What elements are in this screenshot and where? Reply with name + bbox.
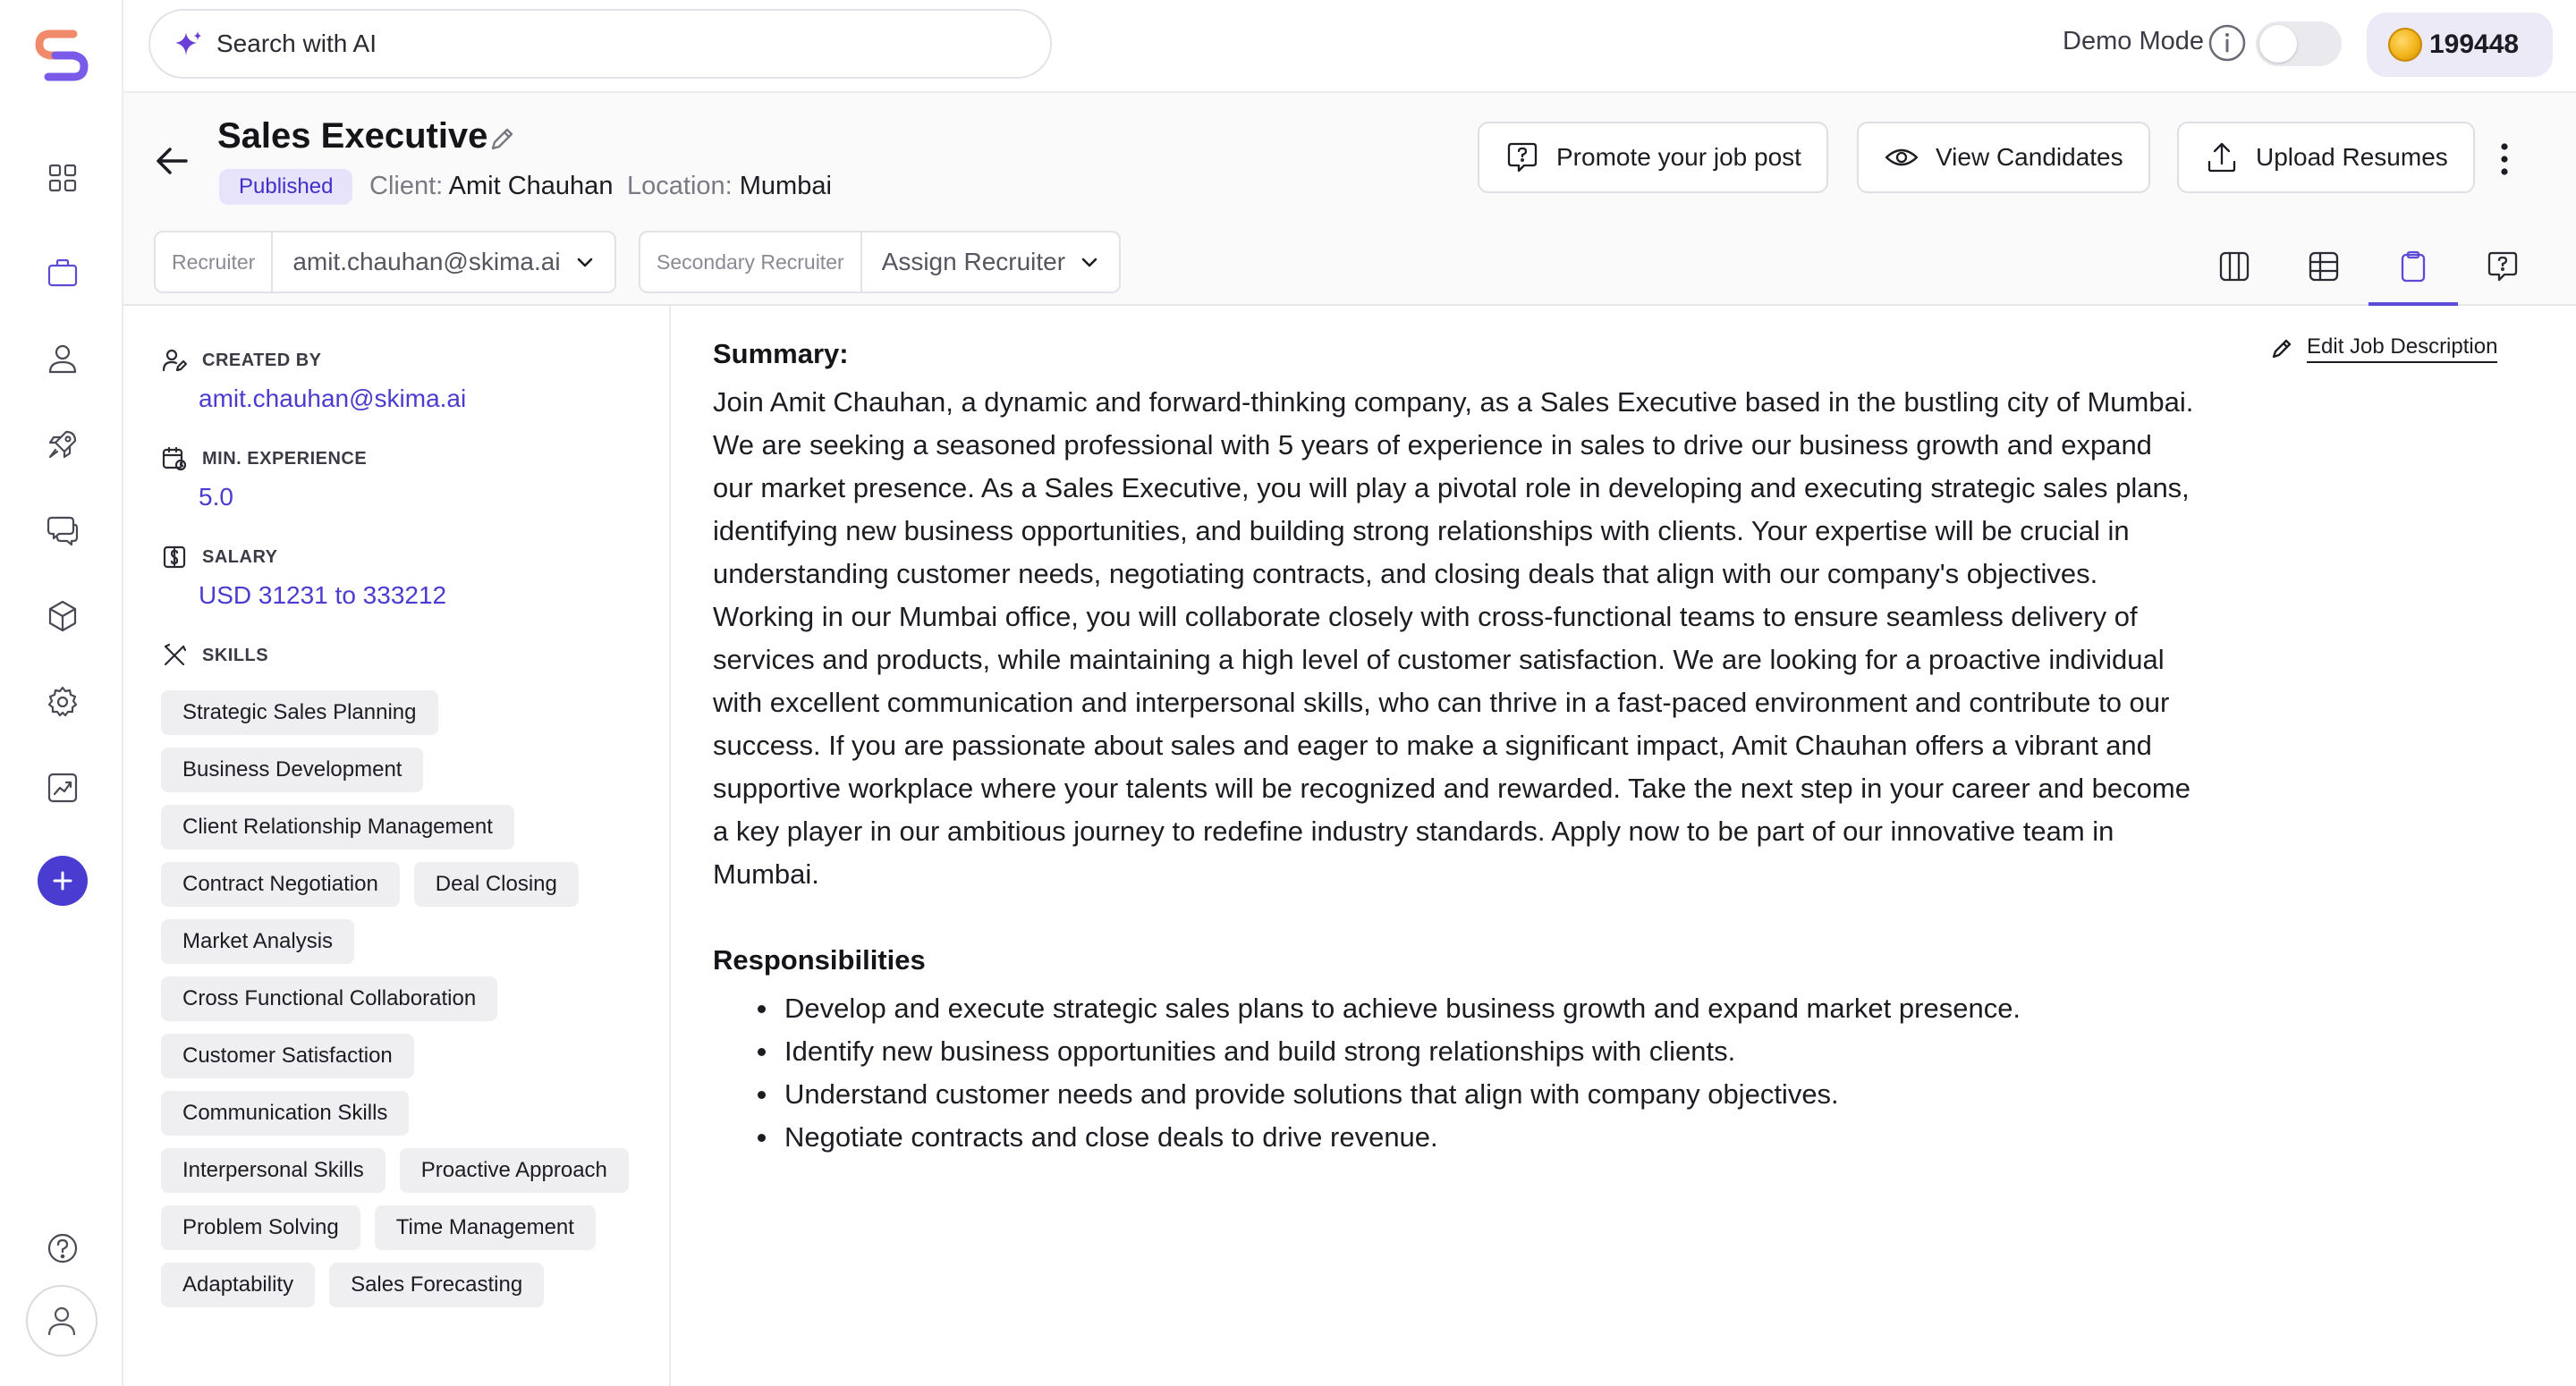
table-icon (2306, 249, 2342, 284)
demo-mode-label: Demo Mode (2063, 27, 2204, 55)
nav-campaigns[interactable] (33, 415, 92, 474)
user-icon (45, 341, 80, 376)
profile-avatar[interactable] (26, 1285, 97, 1356)
edit-title-pencil-icon[interactable] (486, 123, 518, 156)
recruiter-dropdown[interactable] (273, 232, 614, 292)
nav-dashboard[interactable] (33, 148, 92, 207)
edit-job-description-label: Edit Job Description (2307, 334, 2497, 363)
tab-questions[interactable] (2458, 231, 2547, 302)
experience-heading (161, 445, 367, 472)
skills-heading (161, 642, 268, 669)
client-label: Client: (369, 172, 444, 200)
help-button[interactable] (33, 1219, 92, 1278)
nav-analytics[interactable] (33, 758, 92, 817)
salary-label: SALARY (202, 546, 278, 567)
salary-value: USD 31231 to 333212 (199, 581, 447, 609)
recruiter-selector (154, 231, 616, 293)
summary-text: Join Amit Chauhan, a dynamic and forward-thinking company, as a Sales Executive based in the bustling city of Mumbai. We are seeking a seasoned professional with 5 years of experience in sales to drive our business growth and expand our market presence. As a Sales Executive, you will play a pivotal role in developing and executing strategic sales plans, identifying new business opportunities, and building strong relationships with clients. Your expertise will be crucial in understanding customer needs, negotiating contracts, and closing deals that align with our company's objectives. Working in our Mumbai office, you will collaborate closely with cross-functional teams to ensure seamless delivery of services and products, while maintaining a high level of customer satisfaction. We are looking for a proactive individual with excellent communication and interpersonal skills, who can thrive in a fast-paced environment and contribute to our success. If you are passionate about sales and eager to make a significant impact, Amit Chauhan offers a vibrant and supportive workplace where your talents will be recognized and rewarded. Take the next step in your career and become a key player in our ambitious journey to redefine industry standards. Apply now to be part of our innovative team in Mumbai. (713, 386, 2194, 890)
rocket-icon (45, 427, 80, 462)
client-info (369, 172, 613, 201)
secondary-recruiter-selector (639, 231, 1121, 293)
chevron-down-icon (1080, 252, 1099, 272)
created-by-value: amit.chauhan@skima.ai (199, 385, 467, 412)
eye-icon (1884, 139, 1919, 175)
skill-chip: Interpersonal Skills (161, 1148, 386, 1193)
skill-chip: Strategic Sales Planning (161, 690, 438, 735)
promote-chat-icon (1504, 139, 1540, 175)
recruiter-value: amit.chauhan@skima.ai (292, 248, 561, 275)
more-options-icon[interactable] (2496, 139, 2513, 179)
nav-integrations[interactable] (33, 587, 92, 646)
chevron-down-icon (575, 252, 595, 272)
experience-label: MIN. EXPERIENCE (202, 448, 368, 469)
skills-list (161, 690, 644, 1307)
ai-search-input[interactable] (148, 9, 1052, 79)
view-candidates-button[interactable] (1857, 122, 2150, 193)
job-title: Sales Executive (217, 116, 488, 156)
created-by-label: CREATED BY (202, 350, 322, 370)
clipboard-icon (2395, 249, 2431, 284)
calendar-clock-icon (161, 445, 188, 472)
upload-resumes-label: Upload Resumes (2256, 143, 2448, 171)
cube-icon (45, 598, 80, 634)
assign-recruiter-dropdown[interactable] (862, 232, 1119, 292)
top-bar (123, 0, 2576, 93)
nav-messages[interactable] (33, 501, 92, 560)
chat-icon (45, 512, 80, 548)
recruiter-label: Recruiter (156, 232, 273, 292)
tools-icon (161, 642, 188, 669)
search-placeholder: Search with AI (216, 30, 377, 57)
user-avatar-icon (43, 1302, 80, 1340)
responsibilities-heading: Responsibilities (713, 944, 926, 976)
left-nav-rail (0, 0, 123, 1386)
skill-chip: Business Development (161, 748, 423, 792)
responsibility-item: Understand customer needs and provide solutions that align with company objectives. (758, 1073, 2198, 1116)
skill-chip: Customer Satisfaction (161, 1034, 414, 1078)
summary-heading: Summary: (713, 338, 849, 369)
assign-recruiter-value: Assign Recruiter (881, 248, 1066, 275)
money-icon (161, 544, 188, 570)
briefcase-icon (45, 255, 80, 291)
skill-chip: Adaptability (161, 1263, 315, 1307)
location-name: Mumbai (739, 172, 832, 200)
skill-chip: Communication Skills (161, 1091, 409, 1136)
skill-chip: Problem Solving (161, 1205, 360, 1250)
status-badge: Published (219, 169, 352, 205)
analytics-icon (45, 770, 80, 806)
location-info (627, 172, 832, 201)
nav-jobs[interactable] (33, 243, 92, 302)
promote-job-button[interactable] (1478, 122, 1828, 193)
columns-icon (2216, 249, 2252, 284)
nav-candidates[interactable] (33, 329, 92, 388)
secondary-recruiter-label: Secondary Recruiter (640, 232, 862, 292)
upload-resumes-button[interactable] (2177, 122, 2475, 193)
promote-label: Promote your job post (1556, 143, 1801, 171)
edit-job-description-link[interactable] (2269, 334, 2497, 363)
coin-icon (2388, 28, 2422, 62)
upload-icon (2204, 139, 2240, 175)
info-icon[interactable] (2207, 23, 2247, 63)
gear-icon (45, 684, 80, 720)
grid-icon (45, 160, 80, 196)
location-label: Location: (627, 172, 733, 200)
tab-job-description[interactable] (2368, 231, 2458, 302)
help-icon (45, 1230, 80, 1266)
credits-balance[interactable] (2367, 13, 2553, 77)
skill-chip: Client Relationship Management (161, 805, 514, 849)
skill-chip: Contract Negotiation (161, 862, 400, 907)
tab-kanban-view[interactable] (2190, 231, 2279, 302)
plus-icon (50, 868, 75, 893)
view-candidates-label: View Candidates (1936, 143, 2123, 171)
skill-chip: Sales Forecasting (329, 1263, 544, 1307)
question-chat-icon (2485, 249, 2521, 284)
client-name: Amit Chauhan (448, 172, 614, 200)
tab-table-view[interactable] (2279, 231, 2368, 302)
sparkle-icon (174, 29, 204, 59)
skills-label: SKILLS (202, 645, 269, 665)
created-by-heading (161, 347, 322, 374)
job-description (713, 333, 2198, 1159)
skill-chip: Market Analysis (161, 919, 354, 964)
salary-heading (161, 544, 277, 570)
app-logo-icon[interactable] (32, 29, 91, 82)
nav-settings[interactable] (33, 672, 92, 731)
job-header (123, 93, 2576, 306)
responsibilities-list (758, 987, 2198, 1159)
skill-chip: Cross Functional Collaboration (161, 976, 497, 1021)
skill-chip: Time Management (375, 1205, 596, 1250)
experience-value: 5.0 (199, 483, 233, 511)
back-arrow-icon[interactable] (148, 138, 195, 184)
user-edit-icon (161, 347, 188, 374)
responsibility-item: Negotiate contracts and close deals to drive revenue. (758, 1116, 2198, 1159)
responsibility-item: Identify new business opportunities and build strong relationships with clients. (758, 1030, 2198, 1073)
demo-mode-toggle[interactable] (2256, 21, 2342, 66)
create-new-button[interactable] (38, 856, 88, 906)
responsibility-item: Develop and execute strategic sales plans to achieve business growth and expand market presence. (758, 987, 2198, 1030)
skill-chip: Proactive Approach (400, 1148, 629, 1193)
job-details-panel (123, 306, 671, 1386)
pencil-icon (2269, 336, 2294, 361)
skill-chip: Deal Closing (414, 862, 579, 907)
credits-value: 199448 (2429, 30, 2520, 59)
